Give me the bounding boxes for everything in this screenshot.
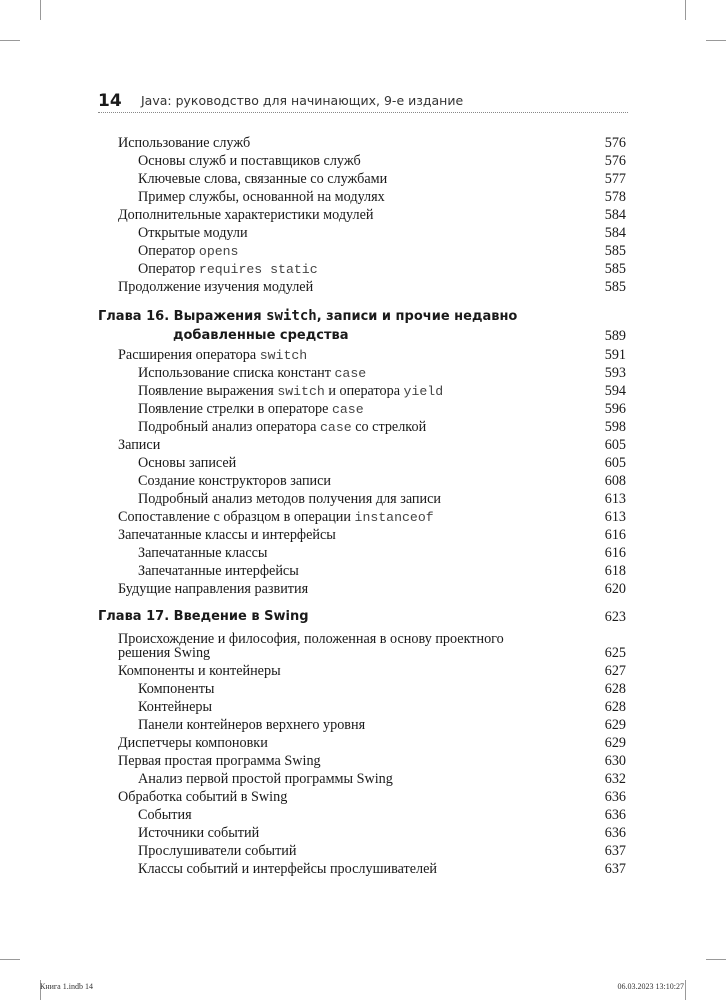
toc-entry-title: [138, 260, 318, 279]
title-text: , записи и прочие недавно: [316, 309, 518, 324]
title-text: Подробный анализ методов получения для записи: [138, 491, 442, 507]
toc-entry-title: [138, 382, 443, 401]
page-ref: 608: [604, 473, 626, 489]
page-ref: 578: [604, 189, 626, 205]
running-header: [98, 90, 628, 114]
title-text: Происхождение и философия, положенная в основу проектного: [118, 631, 504, 647]
toc-entry-title: [138, 418, 426, 437]
toc-entry-title: [138, 562, 299, 580]
code-keyword: yield: [403, 384, 444, 399]
toc-entry-title: [138, 680, 214, 698]
title-text: Оператор: [138, 243, 199, 259]
title-text: со стрелкой: [351, 419, 427, 435]
page-ref: 620: [604, 581, 626, 597]
title-text: Расширения оператора: [118, 347, 260, 363]
toc-entry-title: [138, 454, 236, 472]
toc-entry-title: [138, 490, 441, 508]
page-ref: 636: [604, 825, 626, 841]
code-keyword: requires static: [198, 262, 318, 277]
toc-entry-title: [118, 788, 287, 806]
code-keyword: case: [334, 366, 367, 381]
title-text: Основы записей: [138, 455, 237, 471]
title-text: Первая простая программа Swing: [118, 753, 321, 769]
toc-entry-title: [118, 206, 373, 224]
toc-entry-title: [138, 770, 393, 788]
page-ref: 636: [604, 807, 626, 823]
code-keyword: case: [320, 420, 352, 435]
toc-entry-title: [138, 152, 361, 170]
title-text: Использование списка констант: [138, 365, 335, 381]
page-number: 14: [98, 91, 122, 111]
title-text: Оператор: [138, 261, 199, 277]
toc-entry-title: [118, 526, 336, 544]
title-text: Классы событий и интерфейсы прослушивателей: [138, 861, 437, 877]
page-ref: 584: [604, 207, 626, 223]
crop-mark: [0, 959, 20, 960]
page-ref: 589: [604, 328, 626, 344]
page-ref: 584: [604, 225, 626, 241]
toc-entry-title: [118, 580, 308, 598]
title-text: Запечатанные интерфейсы: [138, 563, 299, 579]
title-text: Сопоставление с образцом в операции: [118, 509, 355, 525]
page-ref: 613: [604, 509, 626, 525]
title-text: Источники событий: [138, 825, 260, 841]
page-ref: 637: [604, 861, 626, 877]
toc-entry-title: [98, 608, 309, 626]
title-text: Диспетчеры компоновки: [118, 735, 268, 751]
page-ref: 585: [604, 243, 626, 259]
page-ref: 628: [604, 681, 626, 697]
title-text: Глава 17. Введение в Swing: [98, 609, 309, 624]
toc-entry-title: [138, 242, 238, 261]
crop-mark: [706, 40, 726, 41]
title-text: Компоненты и контейнеры: [118, 663, 281, 679]
page-ref: 627: [604, 663, 626, 679]
toc-entry-title: [138, 472, 331, 490]
title-text: Запечатанные классы и интерфейсы: [118, 527, 336, 543]
footer-timestamp: 06.03.2023 13:10:27: [617, 982, 684, 991]
code-keyword: opens: [198, 244, 239, 259]
title-text: Использование служб: [118, 135, 251, 151]
title-text: Прослушиватели событий: [138, 843, 297, 859]
toc-entry-title: [118, 134, 250, 152]
toc-entry-title: [118, 436, 160, 454]
toc-entry-title: [138, 716, 365, 734]
title-text: Запечатанные классы: [138, 545, 268, 561]
title-text: Записи: [118, 437, 161, 453]
toc-entry-title: [138, 400, 364, 419]
title-text: Контейнеры: [138, 699, 213, 715]
page-ref: 637: [604, 843, 626, 859]
toc-entry-title: [118, 508, 434, 527]
title-text: Основы служб и поставщиков служб: [138, 153, 361, 169]
title-text: Появление выражения: [138, 383, 278, 399]
toc-entry-title: [118, 752, 321, 770]
crop-mark: [685, 980, 686, 1000]
code-keyword: switch: [266, 308, 317, 324]
title-text: Глава 16. Выражения: [98, 309, 267, 324]
toc-entry-title: [118, 278, 313, 296]
toc-entry-title: [138, 806, 192, 824]
title-text: Анализ первой простой программы Swing: [138, 771, 393, 787]
page-ref: 596: [604, 401, 626, 417]
page-ref: 636: [604, 789, 626, 805]
page-ref: 629: [604, 735, 626, 751]
title-text: Компоненты: [138, 681, 215, 697]
page-ref: 616: [604, 545, 626, 561]
page-ref: 613: [604, 491, 626, 507]
page-ref: 577: [604, 171, 626, 187]
crop-mark: [40, 0, 41, 20]
toc-entry-title: [138, 842, 296, 860]
title-text: Подробный анализ оператора: [138, 419, 321, 435]
toc-entry-title: [118, 734, 268, 752]
toc-entry-title: [98, 307, 517, 326]
page-ref: 576: [604, 153, 626, 169]
page-ref: 630: [604, 753, 626, 769]
code-keyword: switch: [259, 348, 308, 363]
toc-entry-title: [138, 698, 212, 716]
page-ref: 632: [604, 771, 626, 787]
toc-entry-title-continued: решения Swing: [118, 645, 211, 661]
page-ref: 594: [604, 383, 626, 399]
title-text: Ключевые слова, связанные со службами: [138, 171, 388, 187]
footer-file: Книга 1.indb 14: [40, 982, 93, 991]
page-ref: 618: [604, 563, 626, 579]
page-ref: 616: [604, 527, 626, 543]
toc-entry-title: [138, 824, 259, 842]
code-keyword: instanceof: [354, 510, 434, 525]
page-ref: 585: [604, 261, 626, 277]
code-keyword: switch: [277, 384, 325, 399]
title-text: и оператора: [324, 383, 404, 399]
title-text: Пример службы, основанной на модулях: [138, 189, 385, 205]
title-text: Будущие направления развития: [118, 581, 309, 597]
title-text: Продолжение изучения модулей: [118, 279, 314, 295]
toc-entry-title: [138, 860, 437, 878]
page-ref: 591: [604, 347, 626, 363]
crop-mark: [706, 959, 726, 960]
title-text: События: [138, 807, 192, 823]
header-rule: [98, 112, 628, 113]
toc-entry-title: [138, 544, 267, 562]
toc-entry-title: [138, 224, 248, 242]
code-keyword: case: [331, 402, 364, 417]
title-text: Появление стрелки в операторе: [138, 401, 332, 417]
page-ref: 625: [604, 645, 626, 661]
title-text: Открытые модули: [138, 225, 248, 241]
page-ref: 585: [604, 279, 626, 295]
page-ref: 628: [604, 699, 626, 715]
toc-entry-title: [118, 662, 281, 680]
title-text: Обработка событий в Swing: [118, 789, 288, 805]
toc-entry-title: [138, 170, 387, 188]
title-text: Панели контейнеров верхнего уровня: [138, 717, 366, 733]
book-title: Java: руководство для начинающих, 9-е издание: [141, 93, 464, 108]
toc-entry-title: [138, 188, 385, 206]
page-ref: 605: [604, 455, 626, 471]
toc-entry-title: [118, 346, 307, 365]
page-ref: 623: [604, 609, 626, 625]
title-text: Дополнительные характеристики модулей: [118, 207, 374, 223]
page-ref: 593: [604, 365, 626, 381]
page-ref: 629: [604, 717, 626, 733]
page-ref: 598: [604, 419, 626, 435]
page-ref: 576: [604, 135, 626, 151]
page-ref: 605: [604, 437, 626, 453]
toc-entry-title: [138, 364, 366, 383]
title-text: Создание конструкторов записи: [138, 473, 332, 489]
toc-entry-title-continued: добавленные средства: [173, 328, 349, 343]
crop-mark: [0, 40, 20, 41]
crop-mark: [685, 0, 686, 20]
